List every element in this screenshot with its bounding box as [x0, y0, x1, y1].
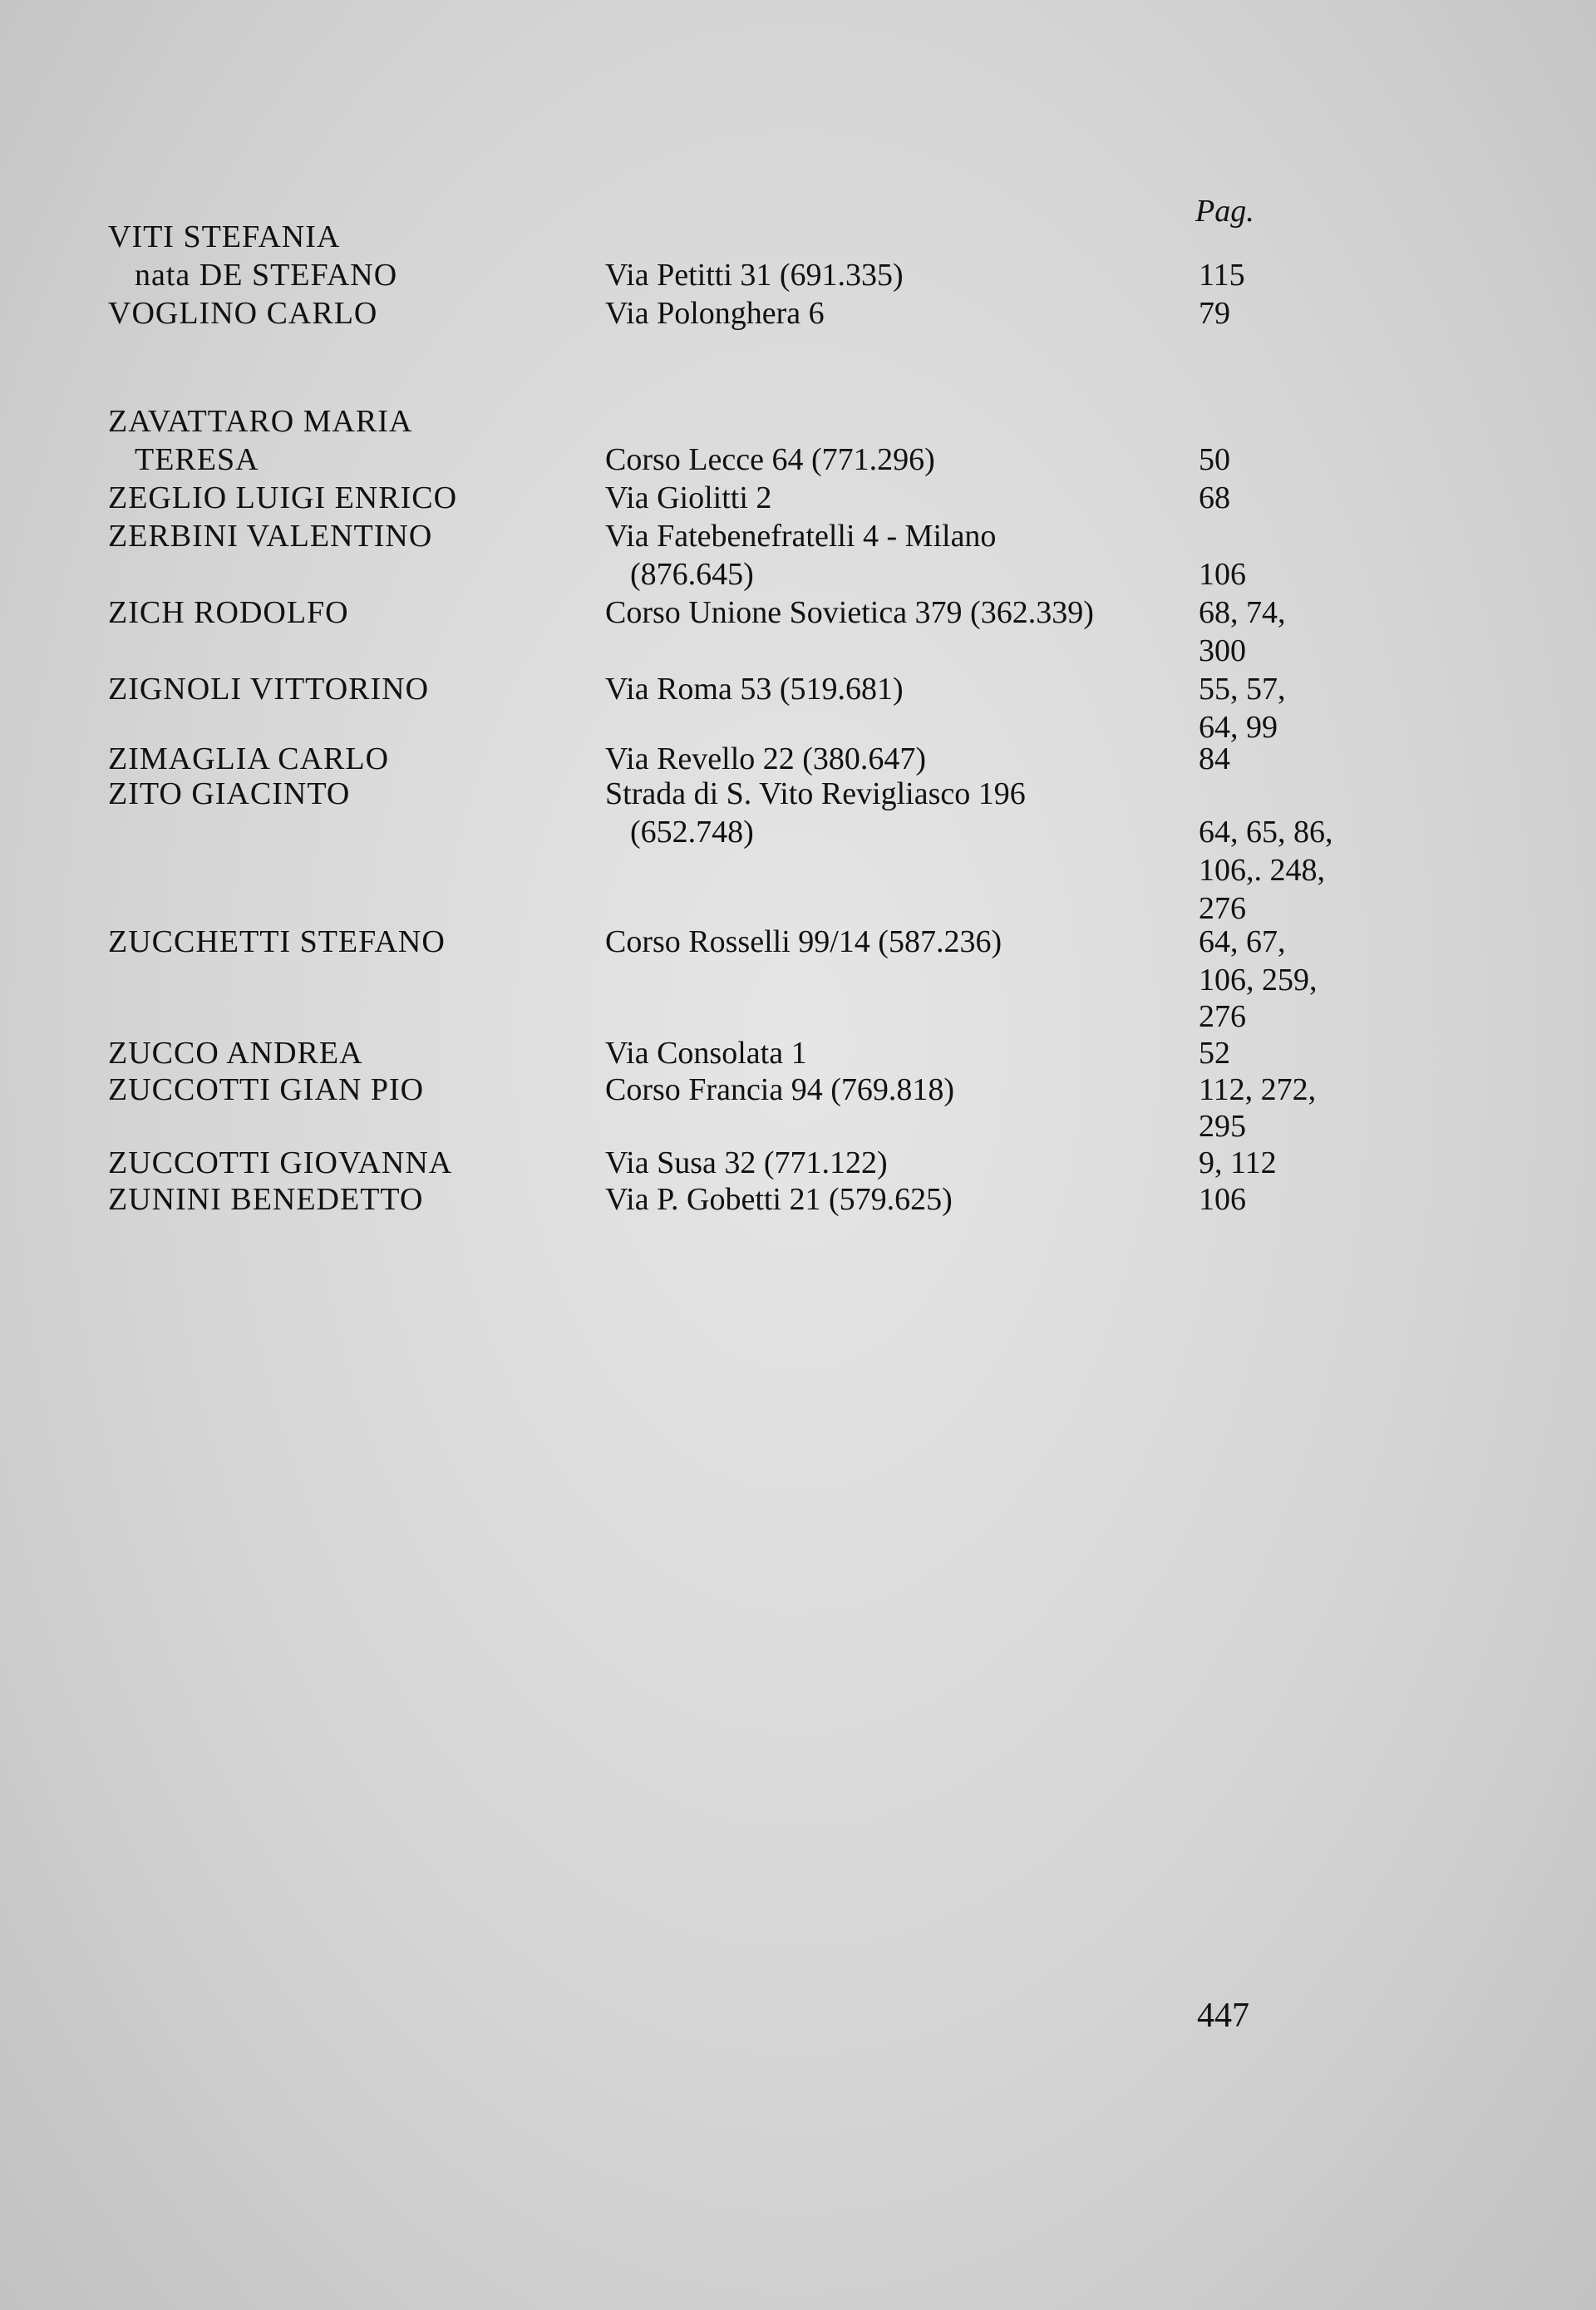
pages-cell: 68, 74,	[1199, 595, 1286, 630]
pages-cell: 276	[1199, 999, 1246, 1034]
index-row	[0, 632, 1596, 675]
index-row	[0, 1180, 1596, 1224]
address-cell: (652.748)	[630, 815, 754, 850]
name-cell: ZUNINI BENEDETTO	[108, 1182, 424, 1217]
index-row	[0, 923, 1596, 966]
address-cell: (876.645)	[630, 557, 754, 592]
name-cell: ZITO GIACINTO	[108, 776, 351, 811]
address-cell: Via Giolitti 2	[605, 480, 772, 515]
pages-cell: 64, 99	[1199, 710, 1278, 745]
index-row	[0, 813, 1596, 856]
pages-cell: 106	[1199, 557, 1246, 592]
pages-cell: 84	[1199, 741, 1230, 776]
address-cell: Via P. Gobetti 21 (579.625)	[605, 1182, 953, 1217]
pages-cell: 106	[1199, 1182, 1246, 1217]
address-cell: Via Petitti 31 (691.335)	[605, 258, 904, 293]
address-cell: Via Fatebenefratelli 4 - Milano	[605, 519, 997, 554]
name-cell: nata DE STEFANO	[135, 258, 398, 293]
pages-cell: 79	[1199, 296, 1230, 331]
address-cell: Via Roma 53 (519.681)	[605, 672, 904, 707]
name-cell: TERESA	[135, 442, 259, 477]
name-cell: ZIMAGLIA CARLO	[108, 741, 390, 776]
name-cell: ZUCCO ANDREA	[108, 1036, 363, 1071]
index-row	[0, 256, 1596, 299]
address-cell: Corso Unione Sovietica 379 (362.339)	[605, 595, 1094, 630]
address-cell: Corso Rosselli 99/14 (587.236)	[605, 924, 1002, 959]
pages-cell: 55, 57,	[1199, 672, 1286, 707]
address-cell: Strada di S. Vito Revigliasco 196	[605, 776, 1026, 811]
name-cell: ZUCCOTTI GIOVANNA	[108, 1145, 453, 1180]
pages-cell: 295	[1199, 1109, 1246, 1144]
pages-cell: 112, 272,	[1199, 1072, 1317, 1107]
name-cell: VOGLINO CARLO	[108, 296, 378, 331]
index-row	[0, 775, 1596, 818]
index-row	[0, 594, 1596, 637]
name-cell: ZUCCOTTI GIAN PIO	[108, 1072, 425, 1107]
index-row	[0, 294, 1596, 337]
address-cell: Via Consolata 1	[605, 1036, 807, 1071]
index-row	[0, 851, 1596, 894]
name-cell: ZICH RODOLFO	[108, 595, 349, 630]
address-cell: Via Revello 22 (380.647)	[605, 741, 927, 776]
pages-cell: 276	[1199, 891, 1246, 926]
pag-column-label: Pag.	[1195, 194, 1254, 229]
address-cell: Corso Lecce 64 (771.296)	[605, 442, 935, 477]
pages-cell: 106,. 248,	[1199, 853, 1325, 888]
index-row	[0, 555, 1596, 598]
name-cell: ZERBINI VALENTINO	[108, 519, 433, 554]
address-cell: Via Susa 32 (771.122)	[605, 1145, 888, 1180]
address-cell: Via Polonghera 6	[605, 296, 825, 331]
index-row	[0, 479, 1596, 522]
pages-cell: 300	[1199, 633, 1246, 668]
page-number: 447	[1197, 1997, 1249, 2035]
pages-cell: 9, 112	[1199, 1145, 1277, 1180]
name-cell: ZUCCHETTI STEFANO	[108, 924, 446, 959]
pages-cell: 68	[1199, 480, 1230, 515]
name-cell: ZAVATTARO MARIA	[108, 404, 413, 439]
pages-cell: 50	[1199, 442, 1230, 477]
pages-cell: 64, 67,	[1199, 924, 1286, 959]
index-row	[0, 441, 1596, 484]
name-cell: ZEGLIO LUIGI ENRICO	[108, 480, 458, 515]
pages-cell: 52	[1199, 1036, 1230, 1071]
pages-cell: 106, 259,	[1199, 963, 1318, 997]
name-cell: ZIGNOLI VITTORINO	[108, 672, 430, 707]
index-row	[0, 218, 1596, 261]
name-cell: VITI STEFANIA	[108, 219, 341, 254]
index-row	[0, 517, 1596, 560]
pages-cell: 115	[1199, 258, 1245, 293]
index-row	[0, 670, 1596, 713]
pages-cell: 64, 65, 86,	[1199, 815, 1333, 850]
index-row	[0, 402, 1596, 446]
address-cell: Corso Francia 94 (769.818)	[605, 1072, 955, 1107]
